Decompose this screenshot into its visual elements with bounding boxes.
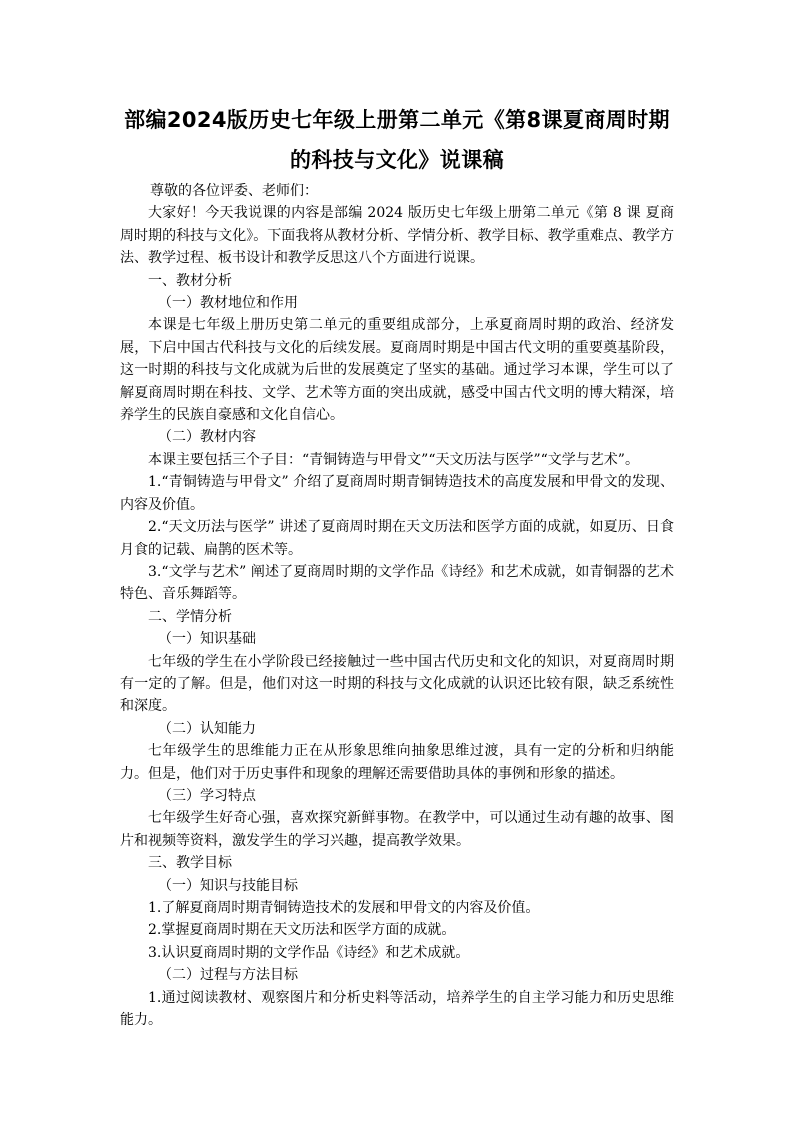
paragraph: 1.通过阅读教材、观察图片和分析史料等活动，培养学生的自主学习能力和历史思维能力。	[120, 989, 674, 1029]
paragraph: 1.了解夏商周时期青铜铸造技术的发展和甲骨文的内容及价值。	[148, 900, 540, 916]
paragraph: 二、学情分析	[148, 608, 232, 625]
paragraph: 2.掌握夏商周时期在天文历法和医学方面的成就。	[148, 922, 456, 939]
subsection-heading: （三）学习特点	[158, 787, 256, 804]
subsection-heading: （二）教材内容	[158, 429, 256, 446]
paragraph: 3.认识夏商周时期的文学作品《诗经》和艺术成就。	[148, 944, 470, 961]
salutation: 尊敬的各位评委、老师们：	[150, 183, 318, 199]
subsection-heading: （一）教材地位和作用	[158, 295, 298, 312]
subsection-heading: （一）知识基础	[158, 631, 256, 648]
paragraph: 本课是七年级上册历史第二单元的重要组成部分，上承夏商周时期的政治、经济发展，下启中国古代科技与文化的后续发展。夏商周时期是中国古代文明的重要奠基阶段，这一时期的科技与文化成就为后世的发展奠定了坚实的基础。通过学习本课，学生可以了解夏商周时期在科技、文学、艺术等方面的突出成就，感受中国古代文明的博大精深，培养学生的民族自豪感和文化自信心。	[120, 317, 674, 424]
paragraph: 大家好！今天我说课的内容是部编 2024 版历史七年级上册第二单元《第 8 课 夏商周时期的科技与文化》。下面我将从教材分析、学情分析、教学目标、教学重难点、教学方法、教学过程、板书设计和教学反思这八个方面进行说课。	[120, 205, 674, 267]
paragraph: 七年级的学生在小学阶段已经接触过一些中国古代历史和文化的知识，对夏商周时期有一定的了解。但是，他们对这一时期的科技与文化成就的认识还比较有限，缺乏系统性和深度。	[120, 653, 674, 715]
subsection-heading: （二）过程与方法目标	[158, 967, 298, 984]
paragraph: 一、教材分析	[148, 272, 232, 289]
document-body	[120, 180, 674, 1031]
subsection-heading: （二）认知能力	[158, 720, 256, 737]
paragraph: 七年级学生的思维能力正在从形象思维向抽象思维过渡，具有一定的分析和归纳能力。但是，他们对于历史事件和现象的理解还需要借助具体的事例和形象的描述。	[120, 743, 674, 782]
paragraph: 1.“青铜铸造与甲骨文” 介绍了夏商周时期青铜铸造技术的高度发展和甲骨文的发现、内容及价值。	[120, 474, 674, 513]
paragraph: 本课主要包括三个子目：“青铜铸造与甲骨文”“天文历法与医学”“文学与艺术”。	[148, 451, 639, 468]
paragraph: 2.“天文历法与医学” 讲述了夏商周时期在天文历法和医学方面的成就，如夏历、日食月食的记载、扁鹊的医术等。	[120, 519, 674, 558]
paragraph: 七年级学生好奇心强，喜欢探究新鲜事物。在教学中，可以通过生动有趣的故事、图片和视频等资料，激发学生的学习兴趣，提高教学效果。	[120, 810, 674, 849]
subsection-heading: （一）知识与技能目标	[158, 877, 298, 894]
paragraph: 三、教学目标	[148, 855, 232, 872]
document-title: 部编2024版历史七年级上册第二单元《第8课夏商周时期的科技与文化》说课稿	[124, 108, 670, 172]
paragraph: 3.“文学与艺术” 阐述了夏商周时期的文学作品《诗经》和艺术成就，如青铜器的艺术特色、音乐舞蹈等。	[120, 563, 674, 603]
